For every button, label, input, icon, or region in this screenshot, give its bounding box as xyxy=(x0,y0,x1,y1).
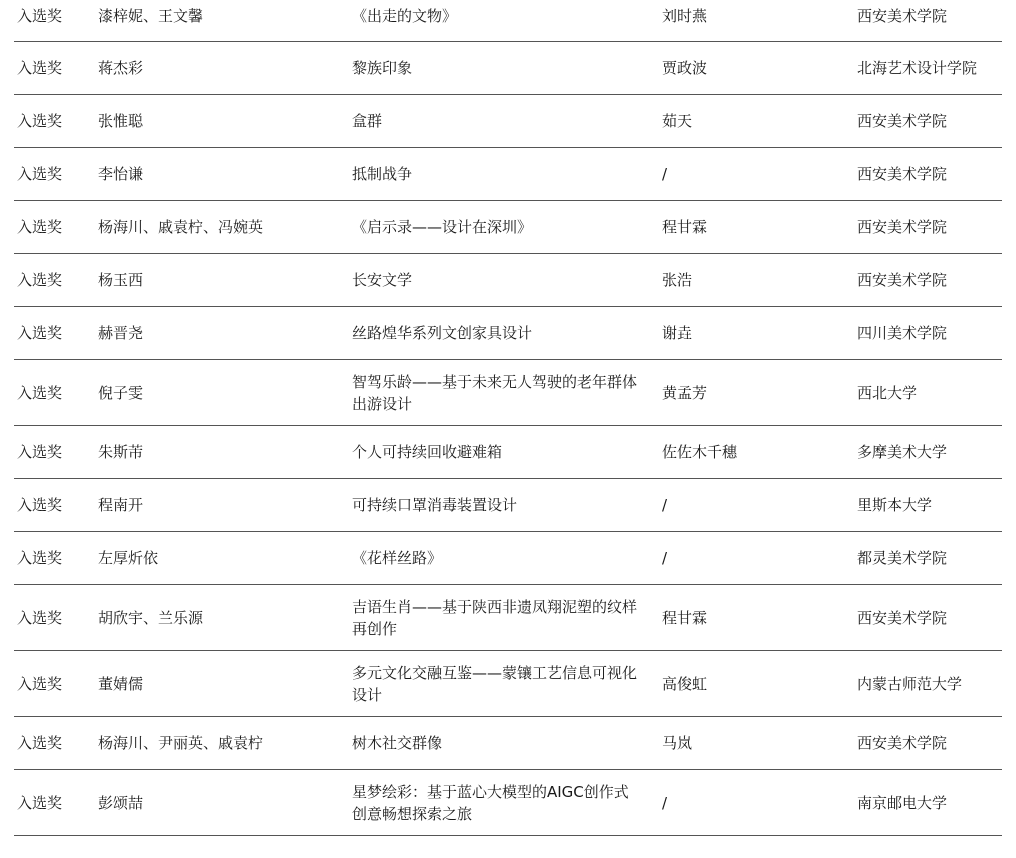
award-list-table-container xyxy=(14,0,1002,836)
advisor-cell: 佐佐木千穗 xyxy=(659,426,854,479)
award-cell: 入选奖 xyxy=(14,360,95,426)
advisor-cell: 程甘霖 xyxy=(659,585,854,651)
school-cell: 西安美术学院 xyxy=(854,254,1002,307)
school-cell: 都灵美术学院 xyxy=(854,532,1002,585)
work-title-cell: 《启示录——设计在深圳》 xyxy=(349,201,659,254)
authors-cell: 程南开 xyxy=(95,479,349,532)
table-row xyxy=(14,651,1002,717)
table-row xyxy=(14,426,1002,479)
award-cell: 入选奖 xyxy=(14,532,95,585)
table-row xyxy=(14,254,1002,307)
advisor-cell: / xyxy=(659,479,854,532)
advisor-cell: 高俊虹 xyxy=(659,651,854,717)
school-cell: 四川美术学院 xyxy=(854,307,1002,360)
work-title-cell: 个人可持续回收避难箱 xyxy=(349,426,659,479)
authors-cell: 杨玉西 xyxy=(95,254,349,307)
school-cell: 多摩美术大学 xyxy=(854,426,1002,479)
advisor-cell: 黄孟芳 xyxy=(659,360,854,426)
advisor-cell: 张浩 xyxy=(659,254,854,307)
award-cell: 入选奖 xyxy=(14,651,95,717)
table-row xyxy=(14,0,1002,42)
advisor-cell: 程甘霖 xyxy=(659,201,854,254)
school-cell: 西安美术学院 xyxy=(854,95,1002,148)
table-row xyxy=(14,479,1002,532)
school-cell: 西安美术学院 xyxy=(854,0,1002,42)
award-cell: 入选奖 xyxy=(14,148,95,201)
advisor-cell: 茹天 xyxy=(659,95,854,148)
award-cell: 入选奖 xyxy=(14,717,95,770)
table-row xyxy=(14,360,1002,426)
advisor-cell: / xyxy=(659,148,854,201)
award-cell: 入选奖 xyxy=(14,42,95,95)
award-cell: 入选奖 xyxy=(14,201,95,254)
work-title-cell: 树木社交群像 xyxy=(349,717,659,770)
work-title-cell: 丝路煌华系列文创家具设计 xyxy=(349,307,659,360)
advisor-cell: 谢垚 xyxy=(659,307,854,360)
award-cell: 入选奖 xyxy=(14,479,95,532)
table-row xyxy=(14,585,1002,651)
work-title-cell: 抵制战争 xyxy=(349,148,659,201)
work-title-cell: 《花样丝路》 xyxy=(349,532,659,585)
table-row xyxy=(14,532,1002,585)
award-cell: 入选奖 xyxy=(14,770,95,836)
school-cell: 西北大学 xyxy=(854,360,1002,426)
advisor-cell: / xyxy=(659,770,854,836)
award-cell: 入选奖 xyxy=(14,426,95,479)
authors-cell: 左厚炘依 xyxy=(95,532,349,585)
authors-cell: 赫晋尧 xyxy=(95,307,349,360)
work-title-cell: 多元文化交融互鉴——蒙镶工艺信息可视化设计 xyxy=(349,651,659,717)
award-cell: 入选奖 xyxy=(14,254,95,307)
authors-cell: 蒋杰彩 xyxy=(95,42,349,95)
school-cell: 内蒙古师范大学 xyxy=(854,651,1002,717)
authors-cell: 李怡谦 xyxy=(95,148,349,201)
authors-cell: 漆梓妮、王文馨 xyxy=(95,0,349,42)
table-row xyxy=(14,307,1002,360)
advisor-cell: / xyxy=(659,532,854,585)
table-row xyxy=(14,770,1002,836)
award-list-table xyxy=(14,0,1002,836)
work-title-cell: 智驾乐龄——基于未来无人驾驶的老年群体出游设计 xyxy=(349,360,659,426)
table-row xyxy=(14,201,1002,254)
work-title-cell: 盒群 xyxy=(349,95,659,148)
authors-cell: 杨海川、戚袁柠、冯婉英 xyxy=(95,201,349,254)
school-cell: 西安美术学院 xyxy=(854,585,1002,651)
table-row xyxy=(14,148,1002,201)
work-title-cell: 黎族印象 xyxy=(349,42,659,95)
award-cell: 入选奖 xyxy=(14,95,95,148)
school-cell: 西安美术学院 xyxy=(854,717,1002,770)
advisor-cell: 刘时燕 xyxy=(659,0,854,42)
authors-cell: 胡欣宇、兰乐源 xyxy=(95,585,349,651)
work-title-cell: 长安文学 xyxy=(349,254,659,307)
advisor-cell: 马岚 xyxy=(659,717,854,770)
work-title-cell: 可持续口罩消毒装置设计 xyxy=(349,479,659,532)
authors-cell: 董婧儒 xyxy=(95,651,349,717)
authors-cell: 杨海川、尹丽英、戚袁柠 xyxy=(95,717,349,770)
work-title-cell: 吉语生肖——基于陕西非遗凤翔泥塑的纹样再创作 xyxy=(349,585,659,651)
school-cell: 北海艺术设计学院 xyxy=(854,42,1002,95)
award-cell: 入选奖 xyxy=(14,0,95,42)
school-cell: 西安美术学院 xyxy=(854,201,1002,254)
work-title-cell: 星梦绘彩：基于蓝心大模型的AIGC创作式创意畅想探索之旅 xyxy=(349,770,659,836)
authors-cell: 彭颂喆 xyxy=(95,770,349,836)
school-cell: 里斯本大学 xyxy=(854,479,1002,532)
school-cell: 西安美术学院 xyxy=(854,148,1002,201)
authors-cell: 朱斯芾 xyxy=(95,426,349,479)
work-title-cell: 《出走的文物》 xyxy=(349,0,659,42)
award-list-body xyxy=(14,0,1002,836)
table-row xyxy=(14,717,1002,770)
table-row xyxy=(14,95,1002,148)
award-cell: 入选奖 xyxy=(14,585,95,651)
award-cell: 入选奖 xyxy=(14,307,95,360)
table-row xyxy=(14,42,1002,95)
advisor-cell: 贾政波 xyxy=(659,42,854,95)
school-cell: 南京邮电大学 xyxy=(854,770,1002,836)
authors-cell: 张惟聪 xyxy=(95,95,349,148)
authors-cell: 倪子雯 xyxy=(95,360,349,426)
